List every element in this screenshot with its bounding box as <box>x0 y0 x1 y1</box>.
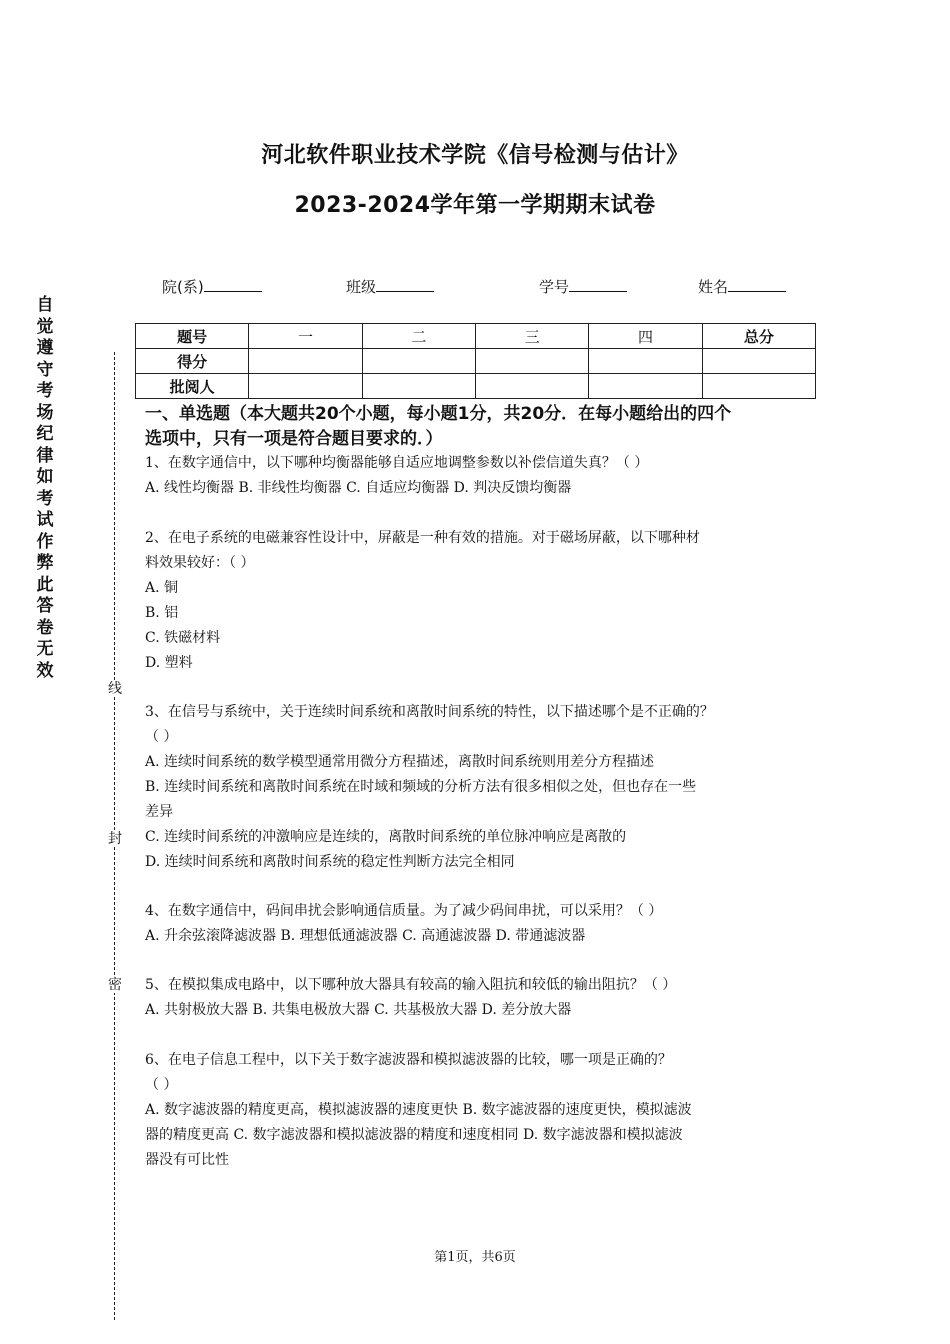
binding-char-feng: 封 <box>108 831 122 847</box>
grader-cell[interactable] <box>589 374 702 399</box>
score-cell[interactable] <box>249 349 362 374</box>
question-line: 4、在数字通信中，码间串扰会影响通信质量。为了减少码间串扰，可以采用？（ ） <box>145 903 663 919</box>
question-line: 6、在电子信息工程中，以下关于数字滤波器和模拟滤波器的比较，哪一项是正确的？ <box>145 1052 672 1068</box>
score-header-cell: 二 <box>362 324 475 349</box>
question-option: C. 铁磁材料 <box>145 630 221 646</box>
page-number: 第1页，共6页 <box>434 1250 516 1265</box>
question-line: 1、在数字通信中，以下哪种均衡器能够自适应地调整参数以补偿信道失真？（ ） <box>145 455 649 471</box>
info-name-label: 姓名 <box>698 278 729 296</box>
score-table-row-score <box>136 349 816 374</box>
grader-cell[interactable] <box>362 374 475 399</box>
section-heading-line: 选项中，只有一项是符合题目要求的．） <box>145 429 443 449</box>
info-name-blank[interactable] <box>728 276 786 292</box>
question-line: （ ） <box>145 729 178 745</box>
info-student-id-blank[interactable] <box>569 276 627 292</box>
question-6 <box>145 1048 815 1173</box>
info-department-label: 院(系) <box>162 278 204 296</box>
score-header-cell: 四 <box>589 324 702 349</box>
section-heading <box>145 402 825 452</box>
info-student-id-label: 学号 <box>539 278 570 296</box>
score-cell[interactable] <box>475 349 588 374</box>
question-line: 3、在信号与系统中，关于连续时间系统和离散时间系统的特性，以下描述哪个是不正确的？ <box>145 704 714 720</box>
info-name <box>698 276 786 297</box>
question-1 <box>145 451 815 501</box>
info-class <box>346 276 434 297</box>
score-header-cell: 三 <box>475 324 588 349</box>
side-warning-text: 自觉遵守考场纪律如考试作弊此答卷无效 <box>36 295 54 681</box>
info-department <box>162 276 262 297</box>
question-5 <box>145 973 815 1023</box>
binding-char-xian: 线 <box>108 681 122 697</box>
question-option: A. 连续时间系统的数学模型通常用微分方程描述，离散时间系统则用差分方程描述 <box>145 754 655 770</box>
question-option: C. 连续时间系统的冲激响应是连续的，离散时间系统的单位脉冲响应是离散的 <box>145 829 627 845</box>
question-options: A. 数字滤波器的精度更高，模拟滤波器的速度更快 B. 数字滤波器的速度更快，模拟滤波 <box>145 1102 692 1118</box>
score-table-header-row <box>136 324 816 349</box>
question-4 <box>145 899 815 949</box>
info-class-label: 班级 <box>346 278 377 296</box>
score-table <box>135 323 816 399</box>
grader-cell[interactable] <box>475 374 588 399</box>
score-header-cell: 一 <box>249 324 362 349</box>
question-line: 5、在模拟集成电路中，以下哪种放大器具有较高的输入阻抗和较低的输出阻抗？（ ） <box>145 977 677 993</box>
grader-cell[interactable] <box>702 374 815 399</box>
section-heading-line: 一、单选题（本大题共20个小题，每小题1分，共20分．在每小题给出的四个 <box>145 404 732 424</box>
info-student-id <box>539 276 627 297</box>
question-options: A. 升余弦滚降滤波器 B. 理想低通滤波器 C. 高通滤波器 D. 带通滤波器 <box>145 928 586 944</box>
info-class-blank[interactable] <box>376 276 434 292</box>
score-header-cell: 题号 <box>136 324 249 349</box>
binding-char-mi: 密 <box>108 977 122 993</box>
info-department-blank[interactable] <box>204 276 262 292</box>
score-cell[interactable] <box>589 349 702 374</box>
question-option: A. 铜 <box>145 580 179 596</box>
question-options: 器的精度更高 C. 数字滤波器和模拟滤波器的精度和速度相同 D. 数字滤波器和模拟滤波 <box>145 1127 683 1143</box>
score-row-label: 得分 <box>136 349 249 374</box>
question-option: D. 塑料 <box>145 655 193 671</box>
score-table-row-grader <box>136 374 816 399</box>
exam-title-line2: 2023-2024学年第一学期期末试卷 <box>294 193 656 218</box>
question-line: 料效果较好：（ ） <box>145 555 255 571</box>
score-row-label: 批阅人 <box>136 374 249 399</box>
question-line: （ ） <box>145 1077 178 1093</box>
exam-title-line1: 河北软件职业技术学院《信号检测与估计》 <box>261 143 689 168</box>
question-option: B. 铝 <box>145 605 179 621</box>
score-header-cell: 总分 <box>702 324 815 349</box>
question-options: 器没有可比性 <box>145 1152 229 1168</box>
question-options: A. 线性均衡器 B. 非线性均衡器 C. 自适应均衡器 D. 判决反馈均衡器 <box>145 480 572 496</box>
question-2 <box>145 526 815 676</box>
question-option: B. 连续时间系统和离散时间系统在时域和频域的分析方法有很多相似之处，但也存在一些 <box>145 779 697 795</box>
question-option: D. 连续时间系统和离散时间系统的稳定性判断方法完全相同 <box>145 854 515 870</box>
score-cell[interactable] <box>362 349 475 374</box>
grader-cell[interactable] <box>249 374 362 399</box>
question-line: 2、在电子系统的电磁兼容性设计中，屏蔽是一种有效的措施。对于磁场屏蔽，以下哪种材 <box>145 530 700 546</box>
score-cell[interactable] <box>702 349 815 374</box>
question-options: A. 共射极放大器 B. 共集电极放大器 C. 共基极放大器 D. 差分放大器 <box>145 1002 572 1018</box>
question-option: 差异 <box>145 804 173 820</box>
question-3 <box>145 700 815 875</box>
